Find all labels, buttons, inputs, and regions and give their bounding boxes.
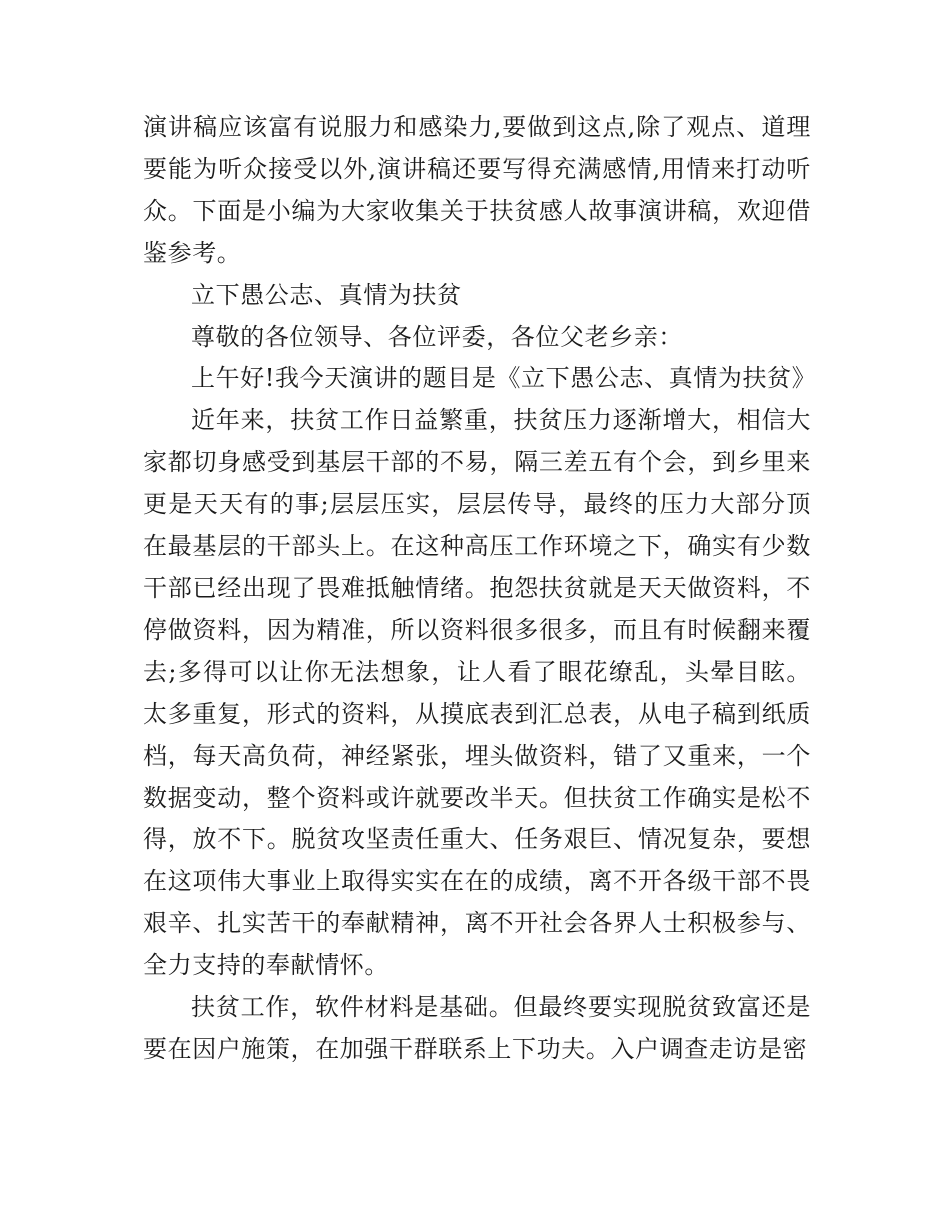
intro-paragraph: 演讲稿应该富有说服力和感染力,要做到这点,除了观点、道理要能为听众接受以外,演讲稿还要写得充满感情,用情来打动听众。下面是小编为大家收集关于扶贫感人故事演讲稿，欢迎借鉴参考。 [143, 113, 811, 267]
speech-title: 立下愚公志、真情为扶贫 [191, 280, 462, 309]
document-page [143, 107, 817, 1071]
salutation: 尊敬的各位领导、各位评委，各位父老乡亲： [191, 322, 683, 351]
greeting-paragraph: 上午好!我今天演讲的题目是《立下愚公志、真情为扶贫》 [191, 364, 817, 393]
body-paragraph-1: 近年来，扶贫工作日益繁重，扶贫压力逐渐增大，相信大家都切身感受到基层干部的不易，隔三差五有个会，到乡里来更是天天有的事;层层压实，层层传导，最终的压力大部分顶在最基层的干部头上。在这种高压工作环境之下，确实有少数干部已经出现了畏难抵触情绪。抱怨扶贫就是天天做资料，不停做资料，因为精准，所以资料很多很多，而且有时候翻来覆去;多得可以让你无法想象，让人看了眼花缭乱，头晕目眩。太多重复，形式的资料，从摸底表到汇总表，从电子稿到纸质档，每天高负荷，神经紧张，埋头做资料，错了又重来，一个数据变动，整个资料或许就要改半天。但扶贫工作确实是松不得，放不下。脱贫攻坚责任重大、任务艰巨、情况复杂，要想在这项伟大事业上取得实实在在的成绩，离不开各级干部不畏艰辛、扎实苦干的奉献精神，离不开社会各界人士积极参与、全力支持的奉献情怀。 [143, 406, 811, 980]
body-paragraph-2: 扶贫工作，软件材料是基础。但最终要实现脱贫致富还是要在因户施策，在加强干群联系上下功夫。入户调查走访是密 [143, 993, 811, 1063]
